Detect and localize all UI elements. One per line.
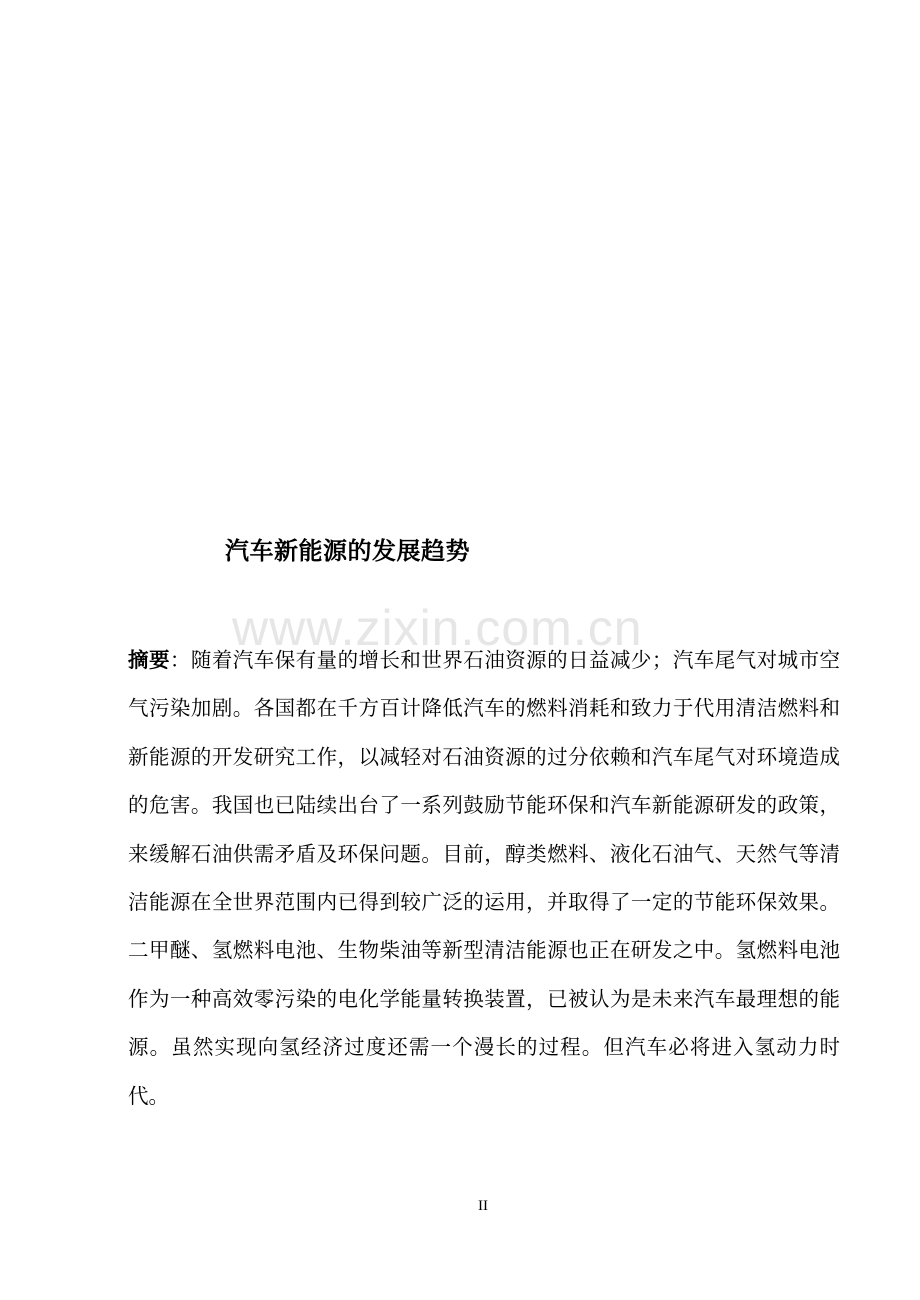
abstract-separator: ： [169, 648, 191, 672]
page-number: II [478, 1198, 488, 1214]
document-title: 汽车新能源的发展趋势 [225, 537, 470, 565]
abstract-paragraph [128, 636, 840, 1120]
abstract-text: 随着汽车保有量的增长和世界石油资源的日益减少；汽车尾气对城市空气污染加剧。各国都在千方百计降低汽车的燃料消耗和致力于代用清洁燃料和新能源的开发研究工作，以减轻对石油资源的过分依赖和汽车尾气对环境造成的危害。我国也已陆续出台了一系列鼓励节能环保和汽车新能源研发的政策，来缓解石油供需矛盾及环保问题。目前，醇类燃料、液化石油气、天然气等清洁能源在全世界范围内已得到较广泛的运用，并取得了一定的节能环保效果。二甲醚、氢燃料电池、生物柴油等新型清洁能源也正在研发之中。氢燃料电池作为一种高效零污染的电化学能量转换装置，已被认为是未来汽车最理想的能源。虽然实现向氢经济过度还需一个漫长的过程。但汽车必将进入氢动力时代。 [128, 648, 841, 1108]
watermark: www.zixin.com.cn [232, 600, 643, 656]
abstract-label: 摘要 [128, 648, 170, 672]
